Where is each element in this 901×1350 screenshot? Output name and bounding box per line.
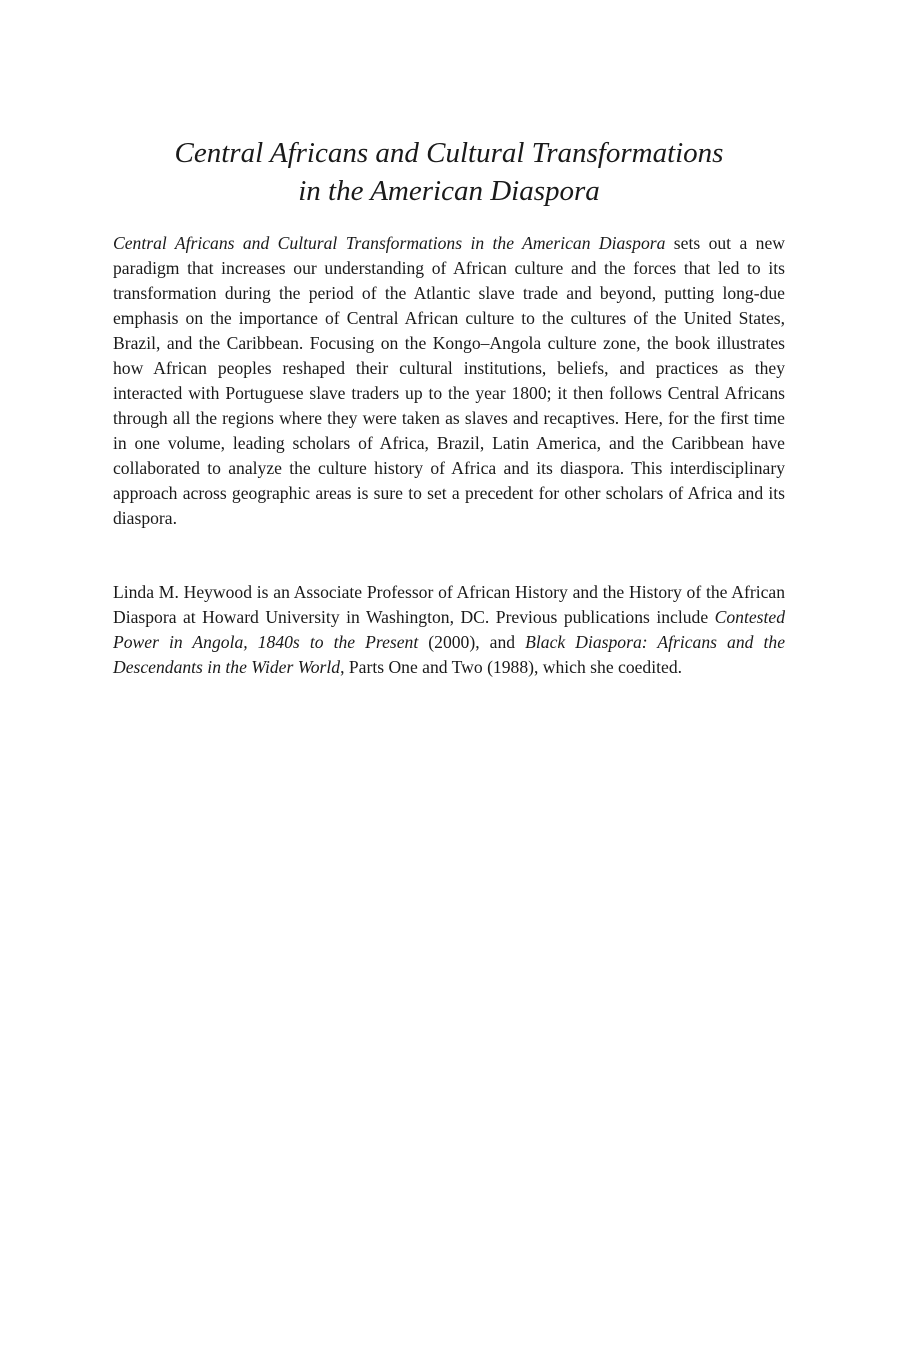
author-bio: [113, 580, 785, 680]
author-work-1: Contested Power in Angola, 1840s to the Present: [113, 607, 785, 652]
author-bio-text-3: , Parts One and Two (1988), which she coedited.: [340, 657, 683, 677]
book-description: [113, 231, 785, 531]
author-bio-text-1: Linda M. Heywood is an Associate Professor of African History and the History of the African Diaspora at Howard University in Washington, DC. Previous publications include: [113, 582, 785, 627]
title-line-2: in the American Diaspora: [298, 175, 600, 207]
book-description-text: sets out a new paradigm that increases our understanding of African culture and the forces that led to its transformation during the period of the Atlantic slave trade and beyond, putting long-due emphasis on the importance of Central African culture to the cultures of the United States, Brazil, and the Caribbean. Focusing on the Kongo–Angola culture zone, the book illustrates how African peoples reshaped their cultural institutions, beliefs, and practices as they interacted with Portuguese slave traders up to the year 1800; it then follows Central Africans through all the regions where they were taken as slaves and recaptives. Here, for the first time in one volume, leading scholars of Africa, Brazil, Latin America, and the Caribbean have collaborated to analyze the culture history of Africa and its diaspora. This interdisciplinary approach across geographic areas is sure to set a precedent for other scholars of Africa and its diaspora.: [113, 233, 785, 528]
book-title-inline: Central Africans and Cultural Transformations in the American Diaspora: [113, 233, 666, 253]
author-work-2: Black Diaspora: Africans and the Descendants in the Wider World: [113, 632, 785, 677]
page-title: [113, 134, 785, 210]
author-bio-text-2: (2000), and: [418, 632, 526, 652]
title-line-1: Central Africans and Cultural Transformations: [174, 137, 724, 169]
